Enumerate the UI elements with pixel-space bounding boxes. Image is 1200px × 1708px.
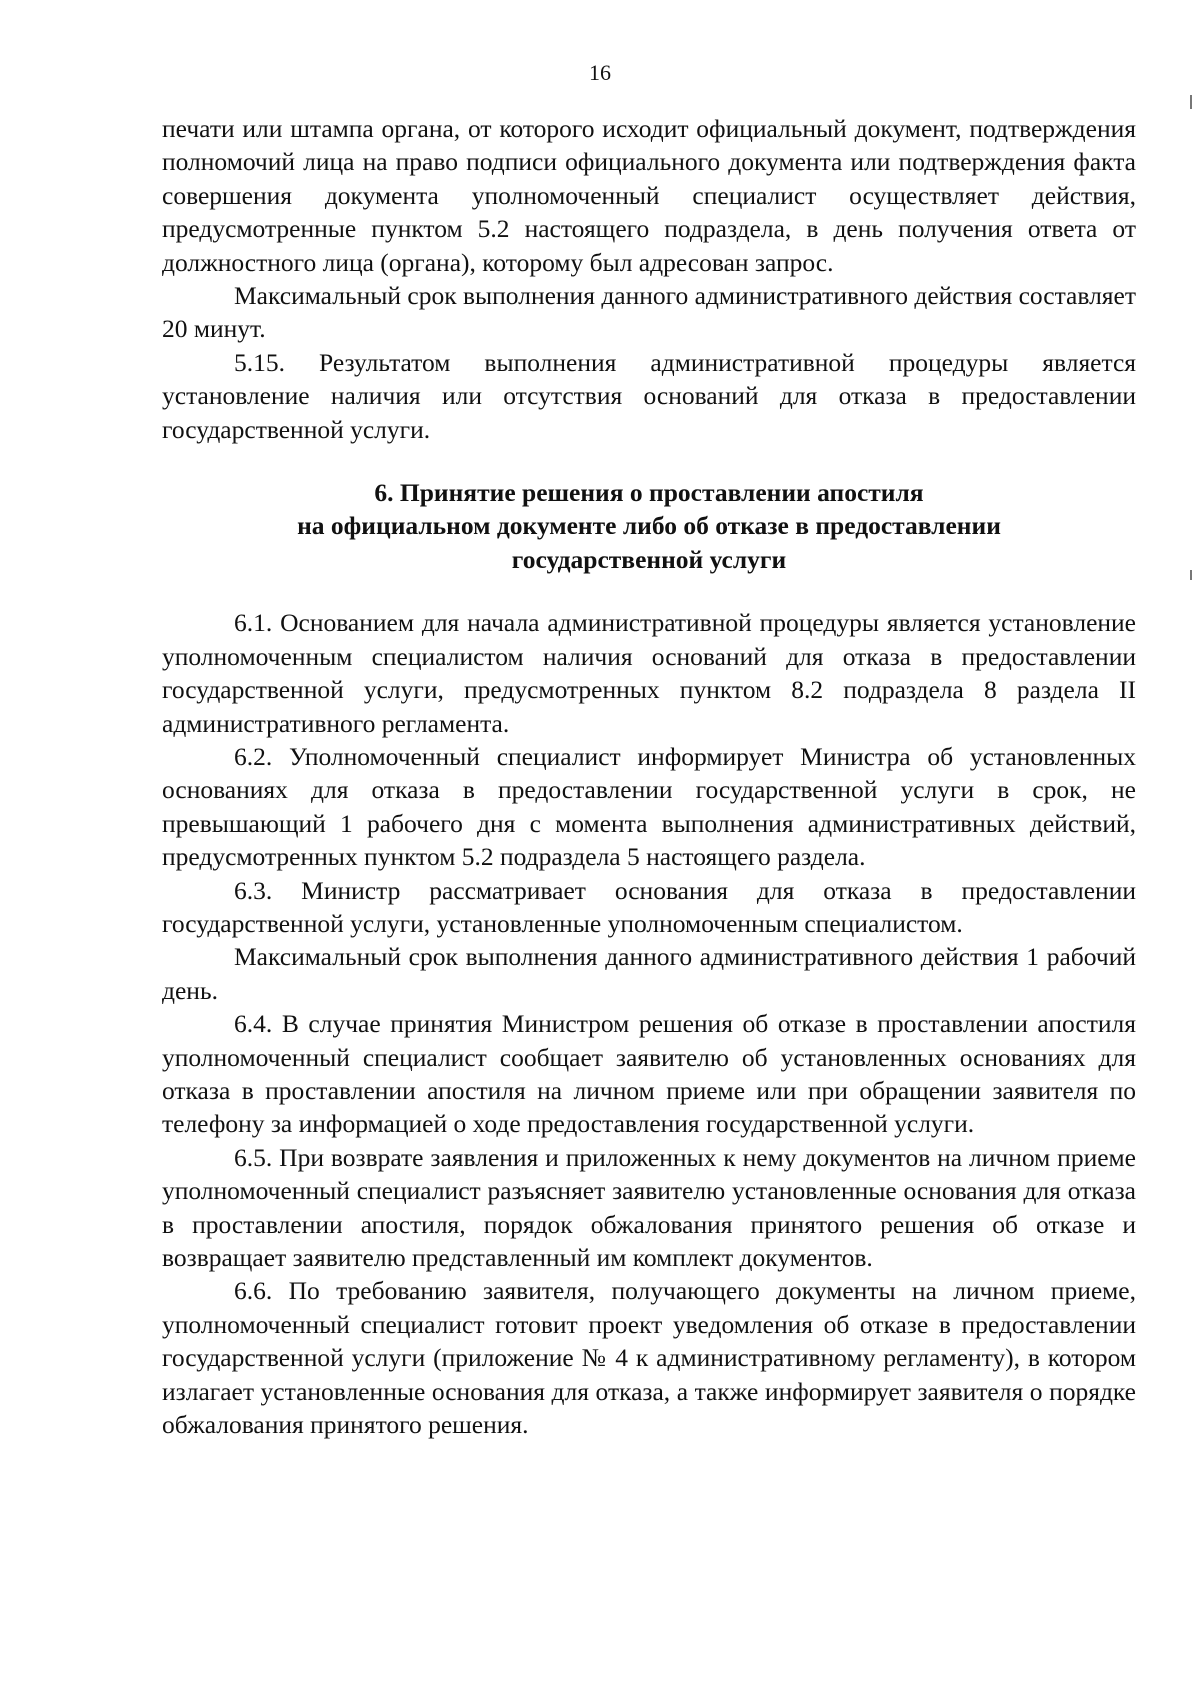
- paragraph: 6.3. Министр рассматривает основания для отказа в предоставлении государственной услуги, установленные уполномоченным специалистом.: [162, 875, 1136, 938]
- section-heading: [162, 476, 1136, 576]
- paragraph: 6.4. В случае принятия Министром решения об отказе в проставлении апостиля уполномоченный специалист сообщает заявителю об установленных основаниях для отказа в проставлении апостиля на личном приеме или при обращении заявителя по телефону за информацией о ходе предоставления государственной услуги.: [162, 1009, 1136, 1139]
- section-6-body: [162, 606, 1136, 1441]
- paragraph: 6.6. По требованию заявителя, получающего документы на личном приеме, уполномоченный специалист готовит проект уведомления об отказе в предоставлении государственной услуги (приложение № 4 к административному регламенту), в котором излагает установленные основания для отказа, а также информирует заявителя о порядке обжалования принятого решения.: [162, 1276, 1136, 1440]
- paragraph: Максимальный срок выполнения данного административного действия составляет 20 минут.: [162, 281, 1136, 344]
- page-number: 16: [589, 60, 611, 85]
- document-body: [162, 112, 1136, 1441]
- paragraph: печати или штампа органа, от которого исходит официальный документ, подтверждения полномочий лица на право подписи официального документа или подтверждения факта совершения документа уполномоченный специалист осуществляет действия, предусмотренные пунктом 5.2 настоящего подраздела, в день получения ответа от должностного лица (органа), которому был адресован запрос.: [162, 114, 1136, 277]
- paragraph: 5.15. Результатом выполнения административной процедуры является установление наличия или отсутствия оснований для отказа в предоставлении государственной услуги.: [162, 347, 1136, 444]
- paragraph: 6.2. Уполномоченный специалист информирует Министра об установленных основаниях для отказа в предоставлении государственной услуги в срок, не превышающий 1 рабочего дня с момента выполнения административных действий, предусмотренных пунктом 5.2 подраздела 5 настоящего раздела.: [162, 741, 1136, 872]
- paragraph: 6.1. Основанием для начала административной процедуры является установление уполномоченным специалистом наличия оснований для отказа в предоставлении государственной услуги, предусмотренных пунктом 8.2 подраздела 8 раздела II административного регламента.: [162, 608, 1136, 738]
- heading-line: 6. Принятие решения о проставлении апостиля: [374, 478, 924, 508]
- section-5-continuation: [162, 112, 1136, 446]
- paragraph: Максимальный срок выполнения данного административного действия 1 рабочий день.: [162, 942, 1136, 1005]
- paragraph: 6.5. При возврате заявления и приложенных к нему документов на личном приеме уполномоченный специалист разъясняет заявителю установленные основания для отказа в проставлении апостиля, порядок обжалования принятого решения об отказе и возвращает заявителю представленный им комплект документов.: [162, 1142, 1136, 1272]
- scan-artifact: [1190, 95, 1192, 109]
- heading-line: на официальном документе либо об отказе в предоставлении: [297, 511, 1001, 541]
- heading-line: государственной услуги: [511, 544, 787, 574]
- scan-artifact: [1190, 570, 1192, 580]
